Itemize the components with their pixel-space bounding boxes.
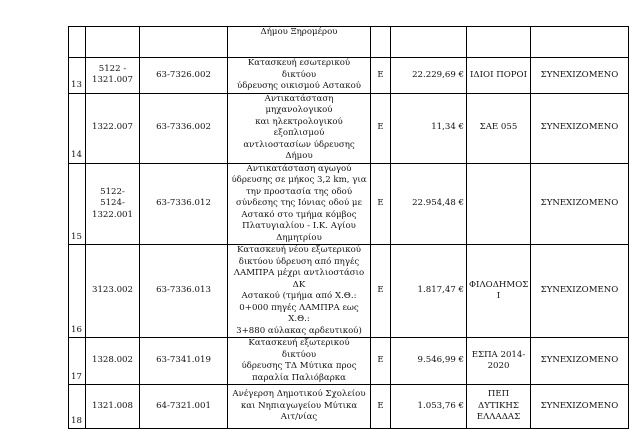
cell-code bbox=[86, 245, 140, 338]
description-text: Πλατυγιαλίου - Ι.Κ. Αγίου bbox=[242, 221, 356, 231]
cell-status bbox=[531, 385, 629, 429]
cell-amount bbox=[391, 93, 467, 163]
cell-funding bbox=[467, 338, 531, 385]
cell-funding bbox=[467, 93, 531, 163]
description-text: 0+000 πηγές ΛΑΜΠΡΑ εως Χ.Θ.: bbox=[239, 302, 359, 324]
num-text: 15 bbox=[71, 231, 82, 242]
description-text: παραλία Παλιόβαρκα bbox=[252, 372, 346, 383]
kae-text: 63-7336.002 bbox=[156, 122, 211, 133]
type-text: Ε bbox=[377, 198, 384, 208]
description-text: Αστακό στο τμήμα κόμβος bbox=[241, 209, 357, 220]
code-text: 1328.002 bbox=[91, 355, 133, 366]
code-text: 5122-5124- bbox=[100, 186, 125, 208]
funding-text: ΙΔΙΟΙ ΠΟΡΟΙ bbox=[470, 69, 527, 80]
cell-amount bbox=[391, 58, 467, 94]
kae-text: 64-7321.001 bbox=[156, 400, 211, 411]
funding-text: ΠΕΠ bbox=[487, 389, 510, 400]
cell-type bbox=[371, 245, 391, 338]
code-text: 3123.002 bbox=[91, 285, 133, 296]
description-text: Αιτ/νίας bbox=[280, 412, 318, 423]
table-row bbox=[69, 338, 629, 385]
cell-type bbox=[371, 27, 391, 58]
cell-num bbox=[69, 163, 86, 245]
num-text: 17 bbox=[71, 371, 82, 382]
cell-type bbox=[371, 163, 391, 245]
kae-text: 63-7341.019 bbox=[156, 355, 211, 366]
description-text: Αντικατάσταση αγωγού bbox=[246, 163, 352, 174]
amount-text: 1.817,47 € bbox=[417, 285, 464, 296]
code-text: 5122 - bbox=[98, 63, 127, 74]
status-text: ΣΥΝΕΧΙΖΟΜΕΝΟ bbox=[540, 198, 619, 208]
cell-amount bbox=[391, 245, 467, 338]
table-row bbox=[69, 385, 629, 429]
cell-code bbox=[86, 27, 140, 58]
funding-text: Ι bbox=[496, 291, 501, 301]
code-text: 1321.008 bbox=[91, 400, 133, 411]
description-text: ύδρευσης σε μήκος 3,2 km, για bbox=[231, 175, 367, 185]
cell-description bbox=[228, 385, 371, 429]
kae-text: 63-7336.013 bbox=[156, 285, 211, 296]
type-text: Ε bbox=[377, 285, 384, 296]
cell-num bbox=[69, 58, 86, 94]
cell-status bbox=[531, 245, 629, 338]
cell-description bbox=[228, 245, 371, 338]
description-text: Κατασκευή εξωτερικού δικτύου bbox=[248, 338, 350, 360]
cell-kae bbox=[140, 27, 228, 58]
table-row bbox=[69, 58, 629, 94]
description-text: Ανέγερση Δημοτικού Σχολείου bbox=[232, 389, 366, 400]
cell-code bbox=[86, 58, 140, 94]
cell-code bbox=[86, 163, 140, 245]
cell-kae bbox=[140, 58, 228, 94]
cell-description bbox=[228, 163, 371, 245]
cell-funding bbox=[467, 245, 531, 338]
cell-funding bbox=[467, 385, 531, 429]
cell-num bbox=[69, 338, 86, 385]
description-text: σύνδεσης της Ιόνιας οδού με bbox=[236, 198, 362, 208]
funding-text: ΦΙΛΟΔΗΜΟΣ bbox=[469, 279, 529, 290]
cell-code bbox=[86, 338, 140, 385]
cell-type bbox=[371, 93, 391, 163]
cell-kae bbox=[140, 93, 228, 163]
kae-text: 63-7336.012 bbox=[156, 198, 211, 208]
description-text: αντλιοστασίων ύδρευσης Δήμου bbox=[243, 139, 355, 161]
kae-text: 63-7326.002 bbox=[156, 69, 211, 80]
cell-status bbox=[531, 93, 629, 163]
type-text: Ε bbox=[377, 355, 384, 366]
cell-type bbox=[371, 58, 391, 94]
cell-description bbox=[228, 58, 371, 94]
code-text: 1322.007 bbox=[91, 122, 133, 133]
description-text: την προστασία της οδού bbox=[245, 186, 353, 197]
cell-amount bbox=[391, 338, 467, 385]
cell-num bbox=[69, 385, 86, 429]
cell-status bbox=[531, 338, 629, 385]
num-text: 18 bbox=[71, 415, 82, 426]
status-text: ΣΥΝΕΧΙΖΟΜΕΝΟ bbox=[540, 285, 619, 296]
status-text: ΣΥΝΕΧΙΖΟΜΕΝΟ bbox=[540, 69, 619, 80]
description-text: Δημητρίου bbox=[276, 232, 322, 243]
cell-funding bbox=[467, 163, 531, 245]
description-text: δικτύου ύδρευση από πηγές bbox=[238, 256, 360, 267]
funding-text: 2020 bbox=[487, 361, 510, 371]
description-text: ύδρευσης οικισμού Αστακού bbox=[237, 81, 361, 91]
cell-kae bbox=[140, 338, 228, 385]
description-text: και ηλεκτρολογικού εξοπλισμού bbox=[255, 116, 343, 138]
amount-text: 22.954,48 € bbox=[412, 198, 464, 208]
funding-text: ΕΛΛΑΔΑΣ bbox=[476, 412, 521, 423]
projects-table bbox=[68, 26, 629, 429]
cell-type bbox=[371, 385, 391, 429]
cell-description bbox=[228, 93, 371, 163]
status-text: ΣΥΝΕΧΙΖΟΜΕΝΟ bbox=[540, 400, 619, 411]
cell-num bbox=[69, 245, 86, 338]
num-text: 14 bbox=[71, 150, 82, 160]
description-text: Κατασκευή εσωτερικού δικτύου bbox=[247, 58, 351, 80]
table-row bbox=[69, 93, 629, 163]
description-text: Αντικατάσταση μηχανολογικού bbox=[264, 93, 334, 115]
table-row-continuation bbox=[69, 27, 629, 58]
cell-kae bbox=[140, 163, 228, 245]
description-text: ύδρευσης ΤΔ Μύτικα προς bbox=[241, 361, 357, 371]
code-text: 1321.007 bbox=[91, 75, 133, 86]
type-text: Ε bbox=[377, 122, 384, 133]
description-text: Κατασκευή νέου εξωτερικού bbox=[237, 245, 361, 255]
num-text: 13 bbox=[71, 80, 82, 90]
description-text: Αστακού (τμήμα από Χ.Θ.: bbox=[241, 291, 357, 301]
status-text: ΣΥΝΕΧΙΖΟΜΕΝΟ bbox=[540, 122, 619, 133]
amount-text: 1.053,76 € bbox=[417, 400, 464, 411]
description-text: ΛΑΜΠΡΑ μέχρι αντλιοστάσιο ΔΚ bbox=[233, 268, 365, 290]
cell-description bbox=[228, 338, 371, 385]
description-text: και Νηπιαγωγείου Μύτικα bbox=[240, 400, 358, 411]
cell-type bbox=[371, 338, 391, 385]
code-text: 1322.001 bbox=[91, 209, 133, 220]
cell-code bbox=[86, 93, 140, 163]
cell-status bbox=[531, 27, 629, 58]
funding-text: ΣΑΕ 055 bbox=[479, 122, 518, 133]
cell-num bbox=[69, 27, 86, 58]
num-text: 16 bbox=[71, 324, 82, 335]
table-row bbox=[69, 163, 629, 245]
type-text: Ε bbox=[377, 69, 384, 80]
cell-status bbox=[531, 163, 629, 245]
cell-status bbox=[531, 58, 629, 94]
table-row bbox=[69, 245, 629, 338]
cell-amount bbox=[391, 27, 467, 58]
cell-amount bbox=[391, 163, 467, 245]
cell-amount bbox=[391, 385, 467, 429]
description-text: Δήμου Ξηρομέρου bbox=[260, 27, 338, 37]
cell-kae bbox=[140, 385, 228, 429]
status-text: ΣΥΝΕΧΙΖΟΜΕΝΟ bbox=[540, 355, 619, 366]
cell-description bbox=[228, 27, 371, 58]
amount-text: 11,34 € bbox=[431, 122, 464, 133]
cell-kae bbox=[140, 245, 228, 338]
cell-num bbox=[69, 93, 86, 163]
amount-text: 9.546,99 € bbox=[417, 355, 464, 366]
funding-text: ΔΥΤΙΚΗΣ bbox=[478, 400, 519, 411]
description-text: 3+880 αύλακας αρδευτικού) bbox=[236, 325, 362, 336]
funding-text: ΕΣΠΑ 2014- bbox=[471, 349, 526, 360]
amount-text: 22.229,69 € bbox=[412, 69, 464, 80]
cell-funding bbox=[467, 58, 531, 94]
cell-funding bbox=[467, 27, 531, 58]
type-text: Ε bbox=[377, 400, 384, 411]
cell-code bbox=[86, 385, 140, 429]
